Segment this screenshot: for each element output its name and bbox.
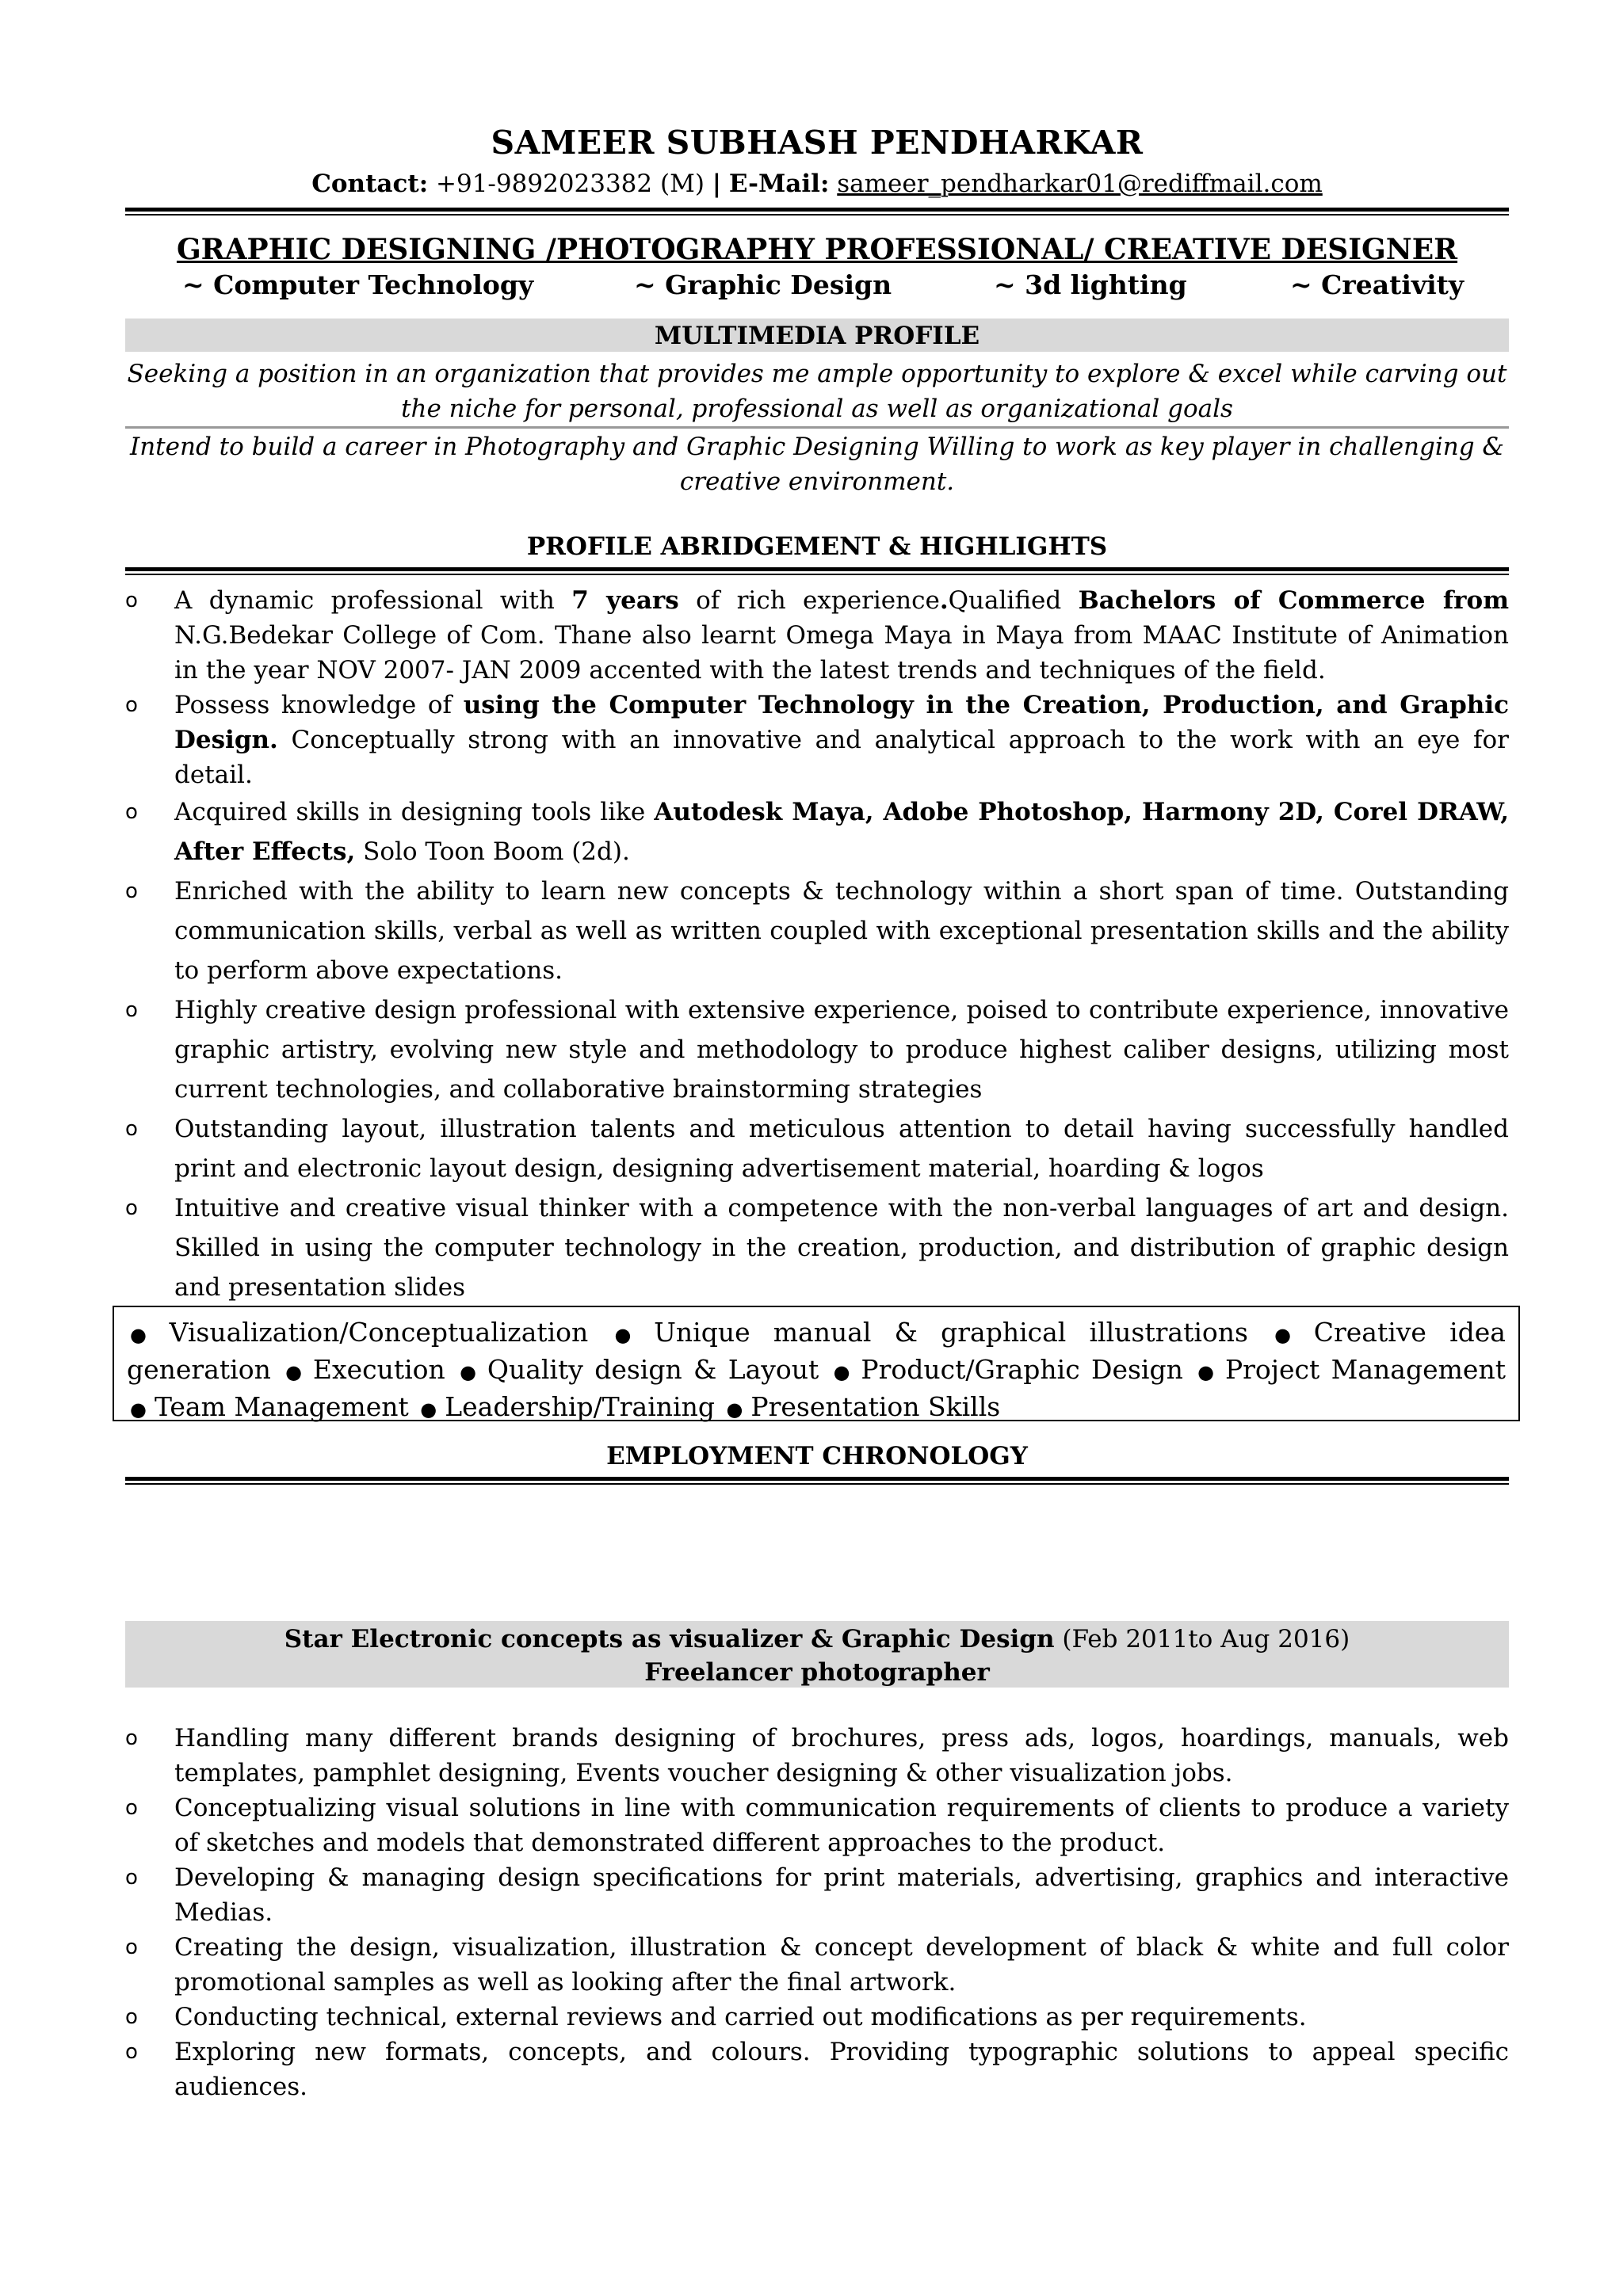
bullet-marker: o [125, 1936, 138, 1959]
highlight-item [125, 871, 1509, 990]
job-role [125, 1656, 1509, 1689]
duty-text: Developing & managing design specifications for print materials, advertising, graphics and interactive Medias. [174, 1863, 1509, 1927]
profile-objective: Seeking a position in an organization that provides me ample opportunity to explore & excel while carving out the niche for personal, professional as well as organizational goals [127, 360, 1507, 423]
job-role-text: Freelancer photographer [644, 1658, 990, 1687]
duty-text: Conceptualizing visual solutions in line with communication requirements of clients to produce a variety of sketches and models that demonstrated different approaches to the product. [174, 1794, 1509, 1857]
text-run: Conceptually strong with an innovative and analytical approach to the work with an eye for detail. [174, 726, 1509, 789]
highlight-item [125, 792, 1509, 871]
job-period: (Feb 2011to Aug 2016) [1062, 1625, 1350, 1653]
bullet-dot-icon: ● [130, 1398, 147, 1421]
bullet-marker: o [125, 1117, 138, 1141]
competency: Creative idea generation [127, 1317, 1506, 1385]
bold-run: Autodesk Maya, Adobe Photoshop, Harmony 2D, Corel DRAW, After Effects, [174, 798, 1509, 866]
employment-rule-thick [125, 1477, 1509, 1481]
bullet-marker: o [125, 1726, 138, 1750]
highlights-title: PROFILE ABRIDGEMENT & HIGHLIGHTS [526, 532, 1108, 561]
duty-item [125, 2035, 1509, 2104]
bullet-marker: o [125, 1796, 138, 1820]
duty-item [125, 1791, 1509, 1860]
duty-text: Handling many different brands designing of brochures, press ads, logos, hoardings, manuals, web templates, pamphlet designing, Events voucher designing & other visualization jobs. [174, 1724, 1509, 1787]
bold-run: . [939, 586, 949, 615]
text-run: N.G.Bedekar College of Com. Thane also learnt Omega Maya in Maya from MAAC Institute of Animation in the year NOV 2007- JAN 2009 accented with the latest trends and techniques of the field. [174, 621, 1509, 685]
bullet-dot-icon: ● [285, 1361, 305, 1383]
highlights-rule-thick [125, 567, 1509, 571]
contact-separator: | [712, 170, 722, 198]
bullet-marker: o [125, 589, 138, 612]
bullet-marker: o [125, 800, 138, 824]
text-run: Acquired skills in designing tools like [174, 798, 655, 826]
bullet-dot-icon: ● [833, 1361, 854, 1383]
professional-headline: GRAPHIC DESIGNING /PHOTOGRAPHY PROFESSIONAL/ CREATIVE DESIGNER [176, 233, 1458, 266]
duty-text: Creating the design, visualization, illustration & concept development of black & white and full color promotional samples as well as looking after the final artwork. [174, 1933, 1509, 1997]
bullet-dot-icon: ● [614, 1324, 647, 1346]
competency: Leadership/Training [445, 1391, 715, 1422]
bold-run: 7 years [571, 586, 679, 615]
bullet-marker: o [125, 693, 138, 717]
bullet-marker: o [125, 2005, 138, 2029]
employment-title: EMPLOYMENT CHRONOLOGY [606, 1442, 1028, 1470]
text-run: Enriched with the ability to learn new concepts & technology within a short span of time. Outstanding communication skills, verbal as well as written coupled with exceptional presentation skills and the ability to perform above expectations. [174, 877, 1509, 985]
header-rule-thick [125, 208, 1509, 212]
competency: Product/Graphic Design [861, 1354, 1183, 1385]
competency: Project Management [1224, 1354, 1506, 1385]
bullet-marker: o [125, 879, 138, 903]
bold-run: using the Computer Technology in the Creation, Production, and Graphic Design. [174, 691, 1509, 754]
highlight-item [125, 1109, 1509, 1188]
bullet-dot-icon: ● [726, 1398, 743, 1421]
highlights-list [125, 583, 1509, 1307]
contact-label: Contact: [311, 170, 429, 198]
job-header-bar [125, 1621, 1509, 1688]
highlight-item [125, 990, 1509, 1109]
bullet-dot-icon: ● [460, 1361, 479, 1383]
job-title: Star Electronic concepts as visualizer & Graphic Design [284, 1625, 1055, 1653]
email-link[interactable]: sameer_pendharkar01@rediffmail.com [837, 170, 1323, 198]
text-run: Solo Toon Boom (2d). [355, 837, 630, 866]
candidate-name: SAMEER SUBHASH PENDHARKAR [491, 124, 1144, 162]
key-skill: ~ Computer Technology [182, 269, 534, 300]
competency: Team Management [154, 1391, 409, 1422]
competency: Quality design & Layout [487, 1354, 819, 1385]
competency: Visualization/Conceptualization [169, 1317, 589, 1348]
highlights-rule-thin [125, 574, 1509, 575]
text-run: Intuitive and creative visual thinker with a competence with the non-verbal languages of art and design. Skilled in using the computer technology in the creation, production, and distribution of graphic design and presentation slides [174, 1194, 1509, 1302]
competency: Unique manual & graphical illustrations [654, 1317, 1248, 1348]
profile-section-bar: MULTIMEDIA PROFILE [125, 318, 1509, 352]
profile-intent: Intend to build a career in Photography and Graphic Designing Willing to work as key player in challenging & creative environment. [129, 433, 1505, 496]
text-run: Outstanding layout, illustration talents and meticulous attention to detail having successfully handled print and electronic layout design, designing advertisement material, hoarding & logos [174, 1115, 1509, 1183]
bullet-marker: o [125, 998, 138, 1022]
contact-line [125, 170, 1509, 198]
competency: Presentation Skills [750, 1391, 1001, 1422]
text-run: Possess knowledge of [174, 691, 464, 719]
bullet-dot-icon: ● [1197, 1361, 1217, 1383]
duty-item [125, 1930, 1509, 2000]
job-duties-list [125, 1721, 1509, 2104]
highlight-item [125, 1188, 1509, 1307]
duty-text: Conducting technical, external reviews and carried out modifications as per requirements. [174, 2003, 1307, 2031]
bullet-dot-icon: ● [130, 1324, 162, 1346]
bullet-dot-icon: ● [1274, 1324, 1306, 1346]
email-label: E-Mail: [728, 170, 830, 198]
competency: Execution [312, 1354, 445, 1385]
bold-run: Bachelors of Commerce from [1078, 586, 1509, 615]
text-run: Qualified [948, 586, 1079, 615]
employment-rule-thin [125, 1483, 1509, 1485]
duty-item [125, 1721, 1509, 1791]
profile-divider [125, 426, 1509, 429]
duty-item [125, 1860, 1509, 1930]
duty-text: Exploring new formats, concepts, and colours. Providing typographic solutions to appeal specific audiences. [174, 2038, 1509, 2101]
phone-number: +91-9892023382 (M) [436, 170, 705, 198]
key-skill: ~ Creativity [1290, 269, 1465, 300]
header-rule-thin [125, 214, 1509, 215]
text-run: Highly creative design professional with extensive experience, poised to contribute experience, innovative graphic artistry, evolving new style and methodology to produce highest caliber designs, utilizing most current technologies, and collaborative brainstorming strategies [174, 996, 1509, 1104]
bullet-marker: o [125, 2040, 138, 2064]
duty-item [125, 2000, 1509, 2035]
highlight-item [125, 688, 1509, 792]
job-line [125, 1623, 1509, 1656]
text-run: A dynamic professional with [174, 586, 572, 615]
highlight-item [125, 583, 1509, 688]
bullet-marker: o [125, 1866, 138, 1890]
bullet-dot-icon: ● [420, 1398, 437, 1421]
bullet-marker: o [125, 1196, 138, 1220]
key-skill: ~ 3d lighting [994, 269, 1187, 300]
competencies-box [113, 1306, 1520, 1421]
key-skill: ~ Graphic Design [634, 269, 892, 300]
text-run: of rich experience [678, 586, 940, 615]
